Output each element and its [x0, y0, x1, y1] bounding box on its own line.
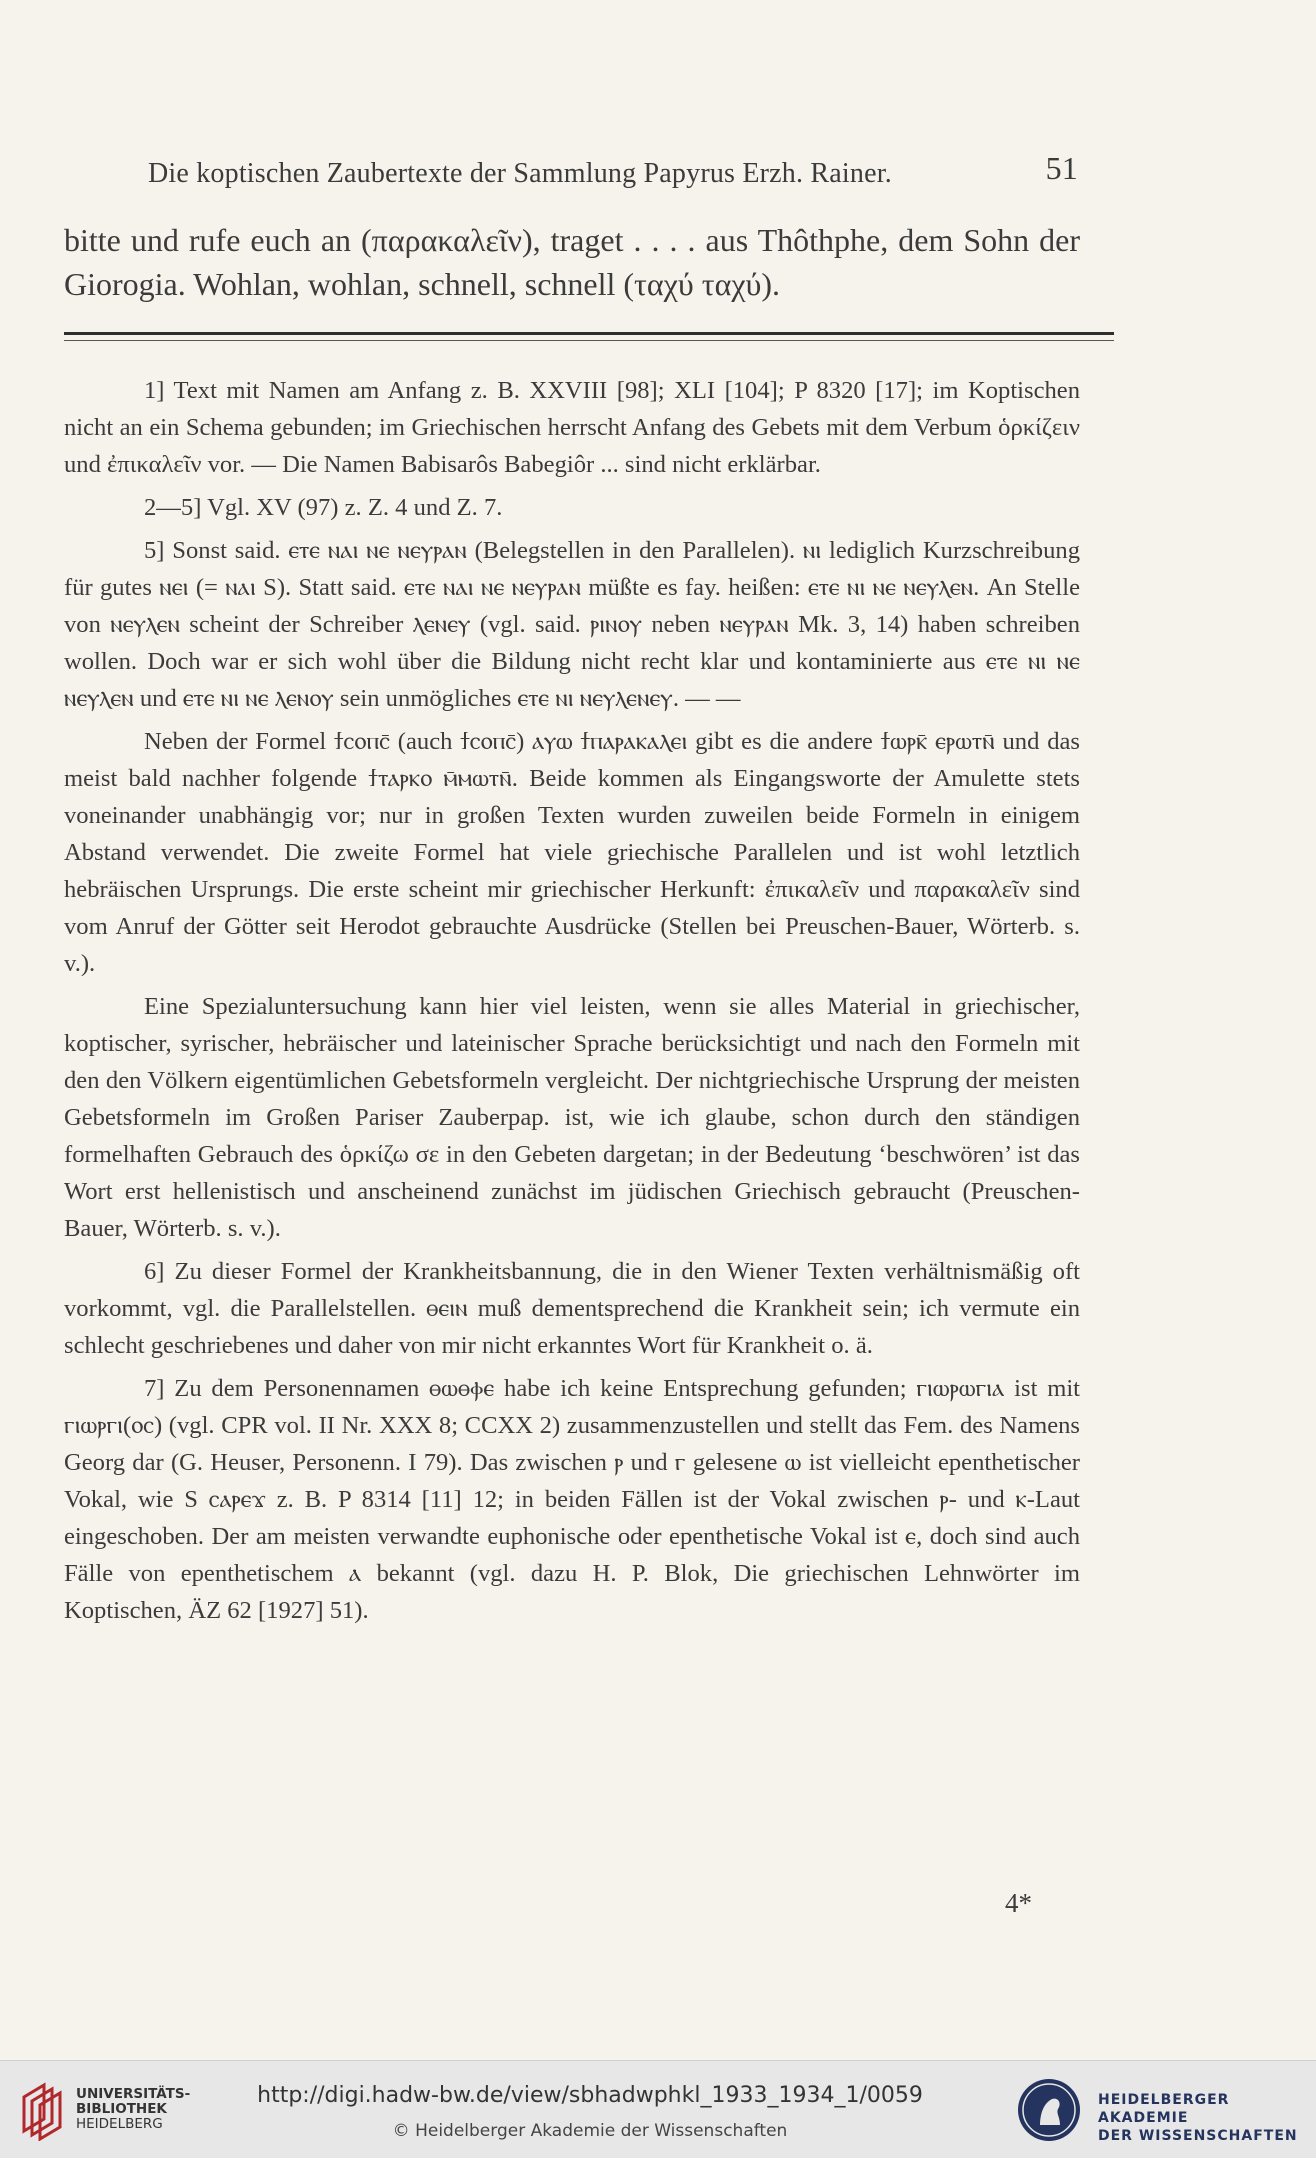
copyright-notice: © Heidelberger Akademie der Wissenschaften: [392, 2121, 788, 2141]
permalink-url[interactable]: http://digi.hadw-bw.de/view/sbhadwphkl_1933_1934_1/0059: [257, 2083, 923, 2108]
university-library-name: UNIVERSITÄTS- BIBLIOTHEK HEIDELBERG: [76, 2086, 191, 2132]
academy-seal-icon: [1016, 2077, 1082, 2143]
page-number: 51: [1045, 150, 1078, 186]
university-library-logo-icon: [14, 2079, 68, 2141]
main-text-paragraph: bitte und rufe euch an (παρακαλεῖν), traget . . . . aus Thôthphe, dem Sohn der Giorogia. Wohlan, wohlan, schnell, schnell (ταχύ ταχύ).: [64, 222, 1080, 302]
note-5-formula: Neben der Formel ϯⲥⲟⲡⲥ̄ (auch ϯⲥⲟⲡⲥ̄) ⲁⲩⲱ ϯⲡⲁⲣⲁⲕⲁⲗⲉⲓ gibt es die andere ϯⲱⲣⲕ̄ ⲉⲣⲱⲧⲛ̄ und das meist bald nachher folgende ϯⲧⲁⲣⲕⲟ ⲙ̄ⲙⲱⲧⲛ̄. Beide kommen als Eingangsworte der Amulette stets voneinander unabhängig vor; nur in großen Texten wurden zuweilen beide Formeln in einigem Abstand verwendet. Die zweite Formel hat viele griechische Parallelen und ist wohl letztlich hebräischen Ursprungs. Die erste scheint mir griechischer Herkunft: ἐπικαλεῖν und παρακαλεῖν sind vom Anruf der Götter seit Herodot gebrauchte Ausdrücke (Stellen bei Preuschen-Bauer, Wörterb. s. v.).: [64, 728, 1080, 977]
note-5: 5] Sonst said. ⲉⲧⲉ ⲛⲁⲓ ⲛⲉ ⲛⲉⲩⲣⲁⲛ (Belegstellen in den Parallelen). ⲛⲓ lediglich Kurzschreibung für gutes ⲛⲉⲓ (= ⲛⲁⲓ S). Statt said. ⲉⲧⲉ ⲛⲁⲓ ⲛⲉ ⲛⲉⲩⲣⲁⲛ müßte es fay. heißen: ⲉⲧⲉ ⲛⲓ ⲛⲉ ⲛⲉⲩⲗⲉⲛ. An Stelle von ⲛⲉⲩⲗⲉⲛ scheint der Schreiber ⲗⲉⲛⲉⲩ (vgl. said. ⲣⲓⲛⲟⲩ neben ⲛⲉⲩⲣⲁⲛ Mk. 3, 14) haben schreiben wollen. Doch war er sich wohl über die Bildung nicht recht klar und kontaminierte aus ⲉⲧⲉ ⲛⲓ ⲛⲉ ⲛⲉⲩⲗⲉⲛ und ⲉⲧⲉ ⲛⲓ ⲛⲉ ⲗⲉⲛⲟⲩ sein unmögliches ⲉⲧⲉ ⲛⲓ ⲛⲉⲩⲗⲉⲛⲉⲩ. — —: [64, 537, 1080, 712]
academy-name: HEIDELBERGER AKADEMIE DER WISSENSCHAFTEN: [1098, 2092, 1298, 2144]
note-5-study: Eine Spezialuntersuchung kann hier viel leisten, wenn sie alles Material in griechischer, koptischer, syrischer, hebräischer und lateinischer Sprache berücksichtigt und nach den Formeln mit den den Völkern eigentümlichen Gebetsformeln vergleicht. Der nichtgriechische Ursprung der meisten Gebetsformeln im Großen Pariser Zauberpap. ist, wie ich glaube, schon durch den ständigen formelhaften Gebrauch des ὁρκίζω σε in den Gebeten dargetan; in der Bedeutung ‘beschwören’ ist das Wort erst hellenistisch und anscheinend zunächst im jüdischen Griechisch gebraucht (Preuschen-Bauer, Wörterb. s. v.).: [64, 993, 1080, 1242]
note-1: 1] Text mit Namen am Anfang z. B. XXVIII [98]; XLI [104]; P 8320 [17]; im Koptischen nicht an ein Schema gebunden; im Griechischen herrscht Anfang des Gebets mit dem Verbum ὁρκίζειν und ἐπικαλεῖν vor. — Die Namen Babisarôs Babegiôr ... sind nicht erklärbar.: [64, 377, 1080, 478]
header-title: Die koptischen Zaubertexte der Sammlung Papyrus Erzh. Rainer.: [148, 158, 892, 189]
main-text-end: [64, 218, 1080, 306]
note-6: 6] Zu dieser Formel der Krankheitsbannung, die in den Wiener Texten verhältnismäßig oft vorkommt, vgl. die Parallelstellen. ⲑⲉⲓⲛ muß dementsprechend die Krankheit sein; ich vermute ein schlecht geschriebenes und daher von mir nicht erkanntes Wort für Krankheit o. ä.: [64, 1258, 1080, 1359]
note-7: 7] Zu dem Personennamen ⲑⲱⲑⲫⲉ habe ich keine Entsprechung gefunden; ⲅⲓⲱⲣⲱⲅⲓⲁ ist mit ⲅⲓⲱⲣⲅⲓ(ⲟⲥ) (vgl. CPR vol. II Nr. XXX 8; CCXX 2) zusammenzustellen und stellt das Fem. des Namens Georg dar (G. Heuser, Personenn. I 79). Das zwischen ⲣ und ⲅ gelesene ⲱ ist vielleicht epenthetischer Vokal, wie S ⲥⲁⲣⲉϫ z. B. P 8314 [11] 12; in beiden Fällen ist der Vokal zwischen ⲣ- und ⲕ-Laut eingeschoben. Der am meisten verwandte euphonische oder epenthetische Vokal ist ⲉ, doch sind auch Fälle von epenthetischem ⲁ bekannt (vgl. dazu H. P. Blok, Die griechischen Lehnwörter im Koptischen, ÄZ 62 [1927] 51).: [64, 1375, 1080, 1624]
viewer-footer: [0, 2060, 1316, 2158]
separator-rule: [64, 332, 1114, 335]
sheet-signature: 4*: [1005, 1888, 1032, 1918]
separator-rule-thin: [64, 340, 1114, 341]
commentary-notes: [64, 372, 1080, 1635]
note-2-5: 2—5] Vgl. XV (97) z. Z. 4 und Z. 7.: [144, 494, 503, 521]
